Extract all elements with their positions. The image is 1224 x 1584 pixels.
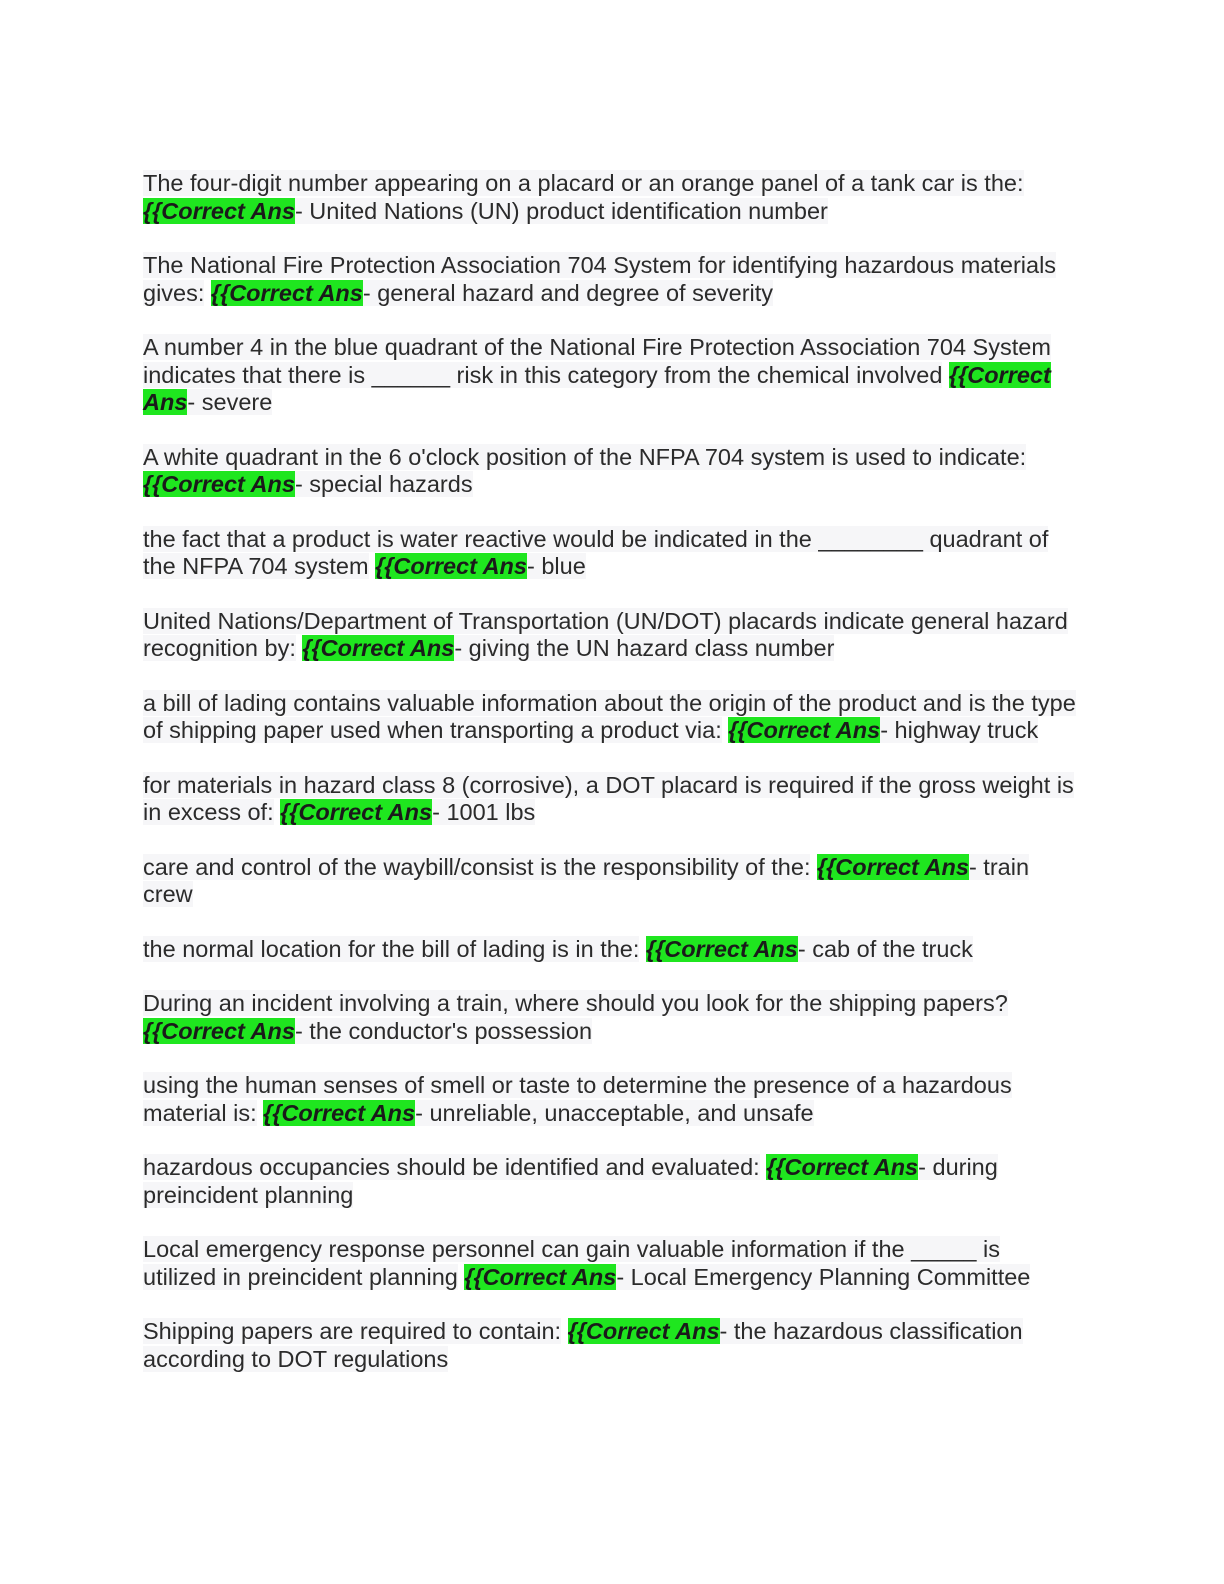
qa-item xyxy=(143,936,1078,964)
qa-item xyxy=(143,1236,1078,1291)
question-text: using the human senses of smell or taste to determine the presence of a hazardous material is: xyxy=(143,1072,1012,1126)
question-text: hazardous occupancies should be identified and evaluated: xyxy=(143,1154,760,1180)
qa-item xyxy=(143,170,1078,225)
correct-answer-tag: {{Correct Ans xyxy=(817,853,969,880)
answer-text: - United Nations (UN) product identification number xyxy=(294,197,828,224)
answer-text: - giving the UN hazard class number xyxy=(454,635,835,661)
correct-answer-tag: {{Correct Ans xyxy=(464,1263,617,1290)
answer-text: - special hazards xyxy=(294,471,473,497)
answer-text: - highway truck xyxy=(880,717,1039,743)
question-text: care and control of the waybill/consist is the responsibility of the: xyxy=(143,853,811,880)
answer-text: - Local Emergency Planning Committee xyxy=(616,1263,1031,1290)
qa-item xyxy=(143,252,1078,307)
answer-text: - severe xyxy=(187,389,273,415)
qa-item xyxy=(143,990,1078,1045)
qa-item xyxy=(143,444,1078,499)
answer-text: - the conductor's possession xyxy=(294,1017,593,1044)
correct-answer-tag: {{Correct Ans xyxy=(766,1154,919,1180)
question-text: The four-digit number appearing on a placard or an orange panel of a tank car is the: xyxy=(143,170,1024,196)
question-text: a bill of lading contains valuable information about the origin of the product and is the type of shipping paper used when transporting a product via: xyxy=(143,689,1076,743)
qa-item xyxy=(143,772,1078,827)
correct-answer-tag: {{Correct Ans xyxy=(143,361,1051,415)
question-text: A white quadrant in the 6 o'clock position of the NFPA 704 system is used to indicate: xyxy=(143,443,1027,470)
answer-text: - train crew xyxy=(143,853,1030,907)
question-text: the fact that a product is water reactive would be indicated in the ________ quadrant of the NFPA 704 system xyxy=(143,525,1049,579)
correct-answer-tag: {{Correct Ans xyxy=(143,1017,295,1044)
answer-text: - during preincident planning xyxy=(143,1154,998,1208)
qa-item xyxy=(143,690,1078,745)
question-text: The National Fire Protection Association 704 System for identifying hazardous materials gives: xyxy=(143,252,1057,306)
question-text: the normal location for the bill of lading is in the: xyxy=(143,935,640,962)
qa-item xyxy=(143,854,1078,909)
answer-text: - general hazard and degree of severity xyxy=(362,279,774,306)
correct-answer-tag: {{Correct Ans xyxy=(210,279,363,306)
question-text: for materials in hazard class 8 (corrosive), a DOT placard is required if the gross weight is in excess of: xyxy=(143,771,1074,825)
correct-answer-tag: {{Correct Ans xyxy=(263,1099,416,1126)
qa-item xyxy=(143,526,1078,581)
correct-answer-tag: {{Correct Ans xyxy=(375,553,527,579)
correct-answer-tag: {{Correct Ans xyxy=(302,635,455,661)
document-page xyxy=(143,170,1078,1400)
correct-answer-tag: {{Correct Ans xyxy=(280,799,433,825)
correct-answer-tag: {{Correct Ans xyxy=(567,1318,720,1344)
question-text: Shipping papers are required to contain: xyxy=(143,1318,562,1344)
qa-item xyxy=(143,1072,1078,1127)
correct-answer-tag: {{Correct Ans xyxy=(645,935,798,962)
answer-text: - the hazardous classification according to DOT regulations xyxy=(143,1318,1023,1372)
answer-text: - unreliable, unacceptable, and unsafe xyxy=(415,1099,814,1126)
question-text: During an incident involving a train, where should you look for the shipping papers? xyxy=(143,990,1008,1016)
correct-answer-tag: {{Correct Ans xyxy=(728,717,881,743)
question-text: A number 4 in the blue quadrant of the National Fire Protection Association 704 System indicates that there is ______ risk in this category from the chemical involved xyxy=(143,334,1051,388)
answer-text: - 1001 lbs xyxy=(432,799,536,825)
answer-text: - blue xyxy=(527,553,586,579)
qa-item xyxy=(143,608,1078,663)
qa-item xyxy=(143,334,1078,417)
qa-item xyxy=(143,1154,1078,1209)
question-text: Local emergency response personnel can gain valuable information if the _____ is utilized in preincident planning xyxy=(143,1236,1000,1290)
question-text: United Nations/Department of Transportation (UN/DOT) placards indicate general hazard recognition by: xyxy=(143,607,1068,661)
correct-answer-tag: {{Correct Ans xyxy=(143,471,295,497)
correct-answer-tag: {{Correct Ans xyxy=(143,197,295,224)
answer-text: - cab of the truck xyxy=(797,935,973,962)
qa-item xyxy=(143,1318,1078,1373)
